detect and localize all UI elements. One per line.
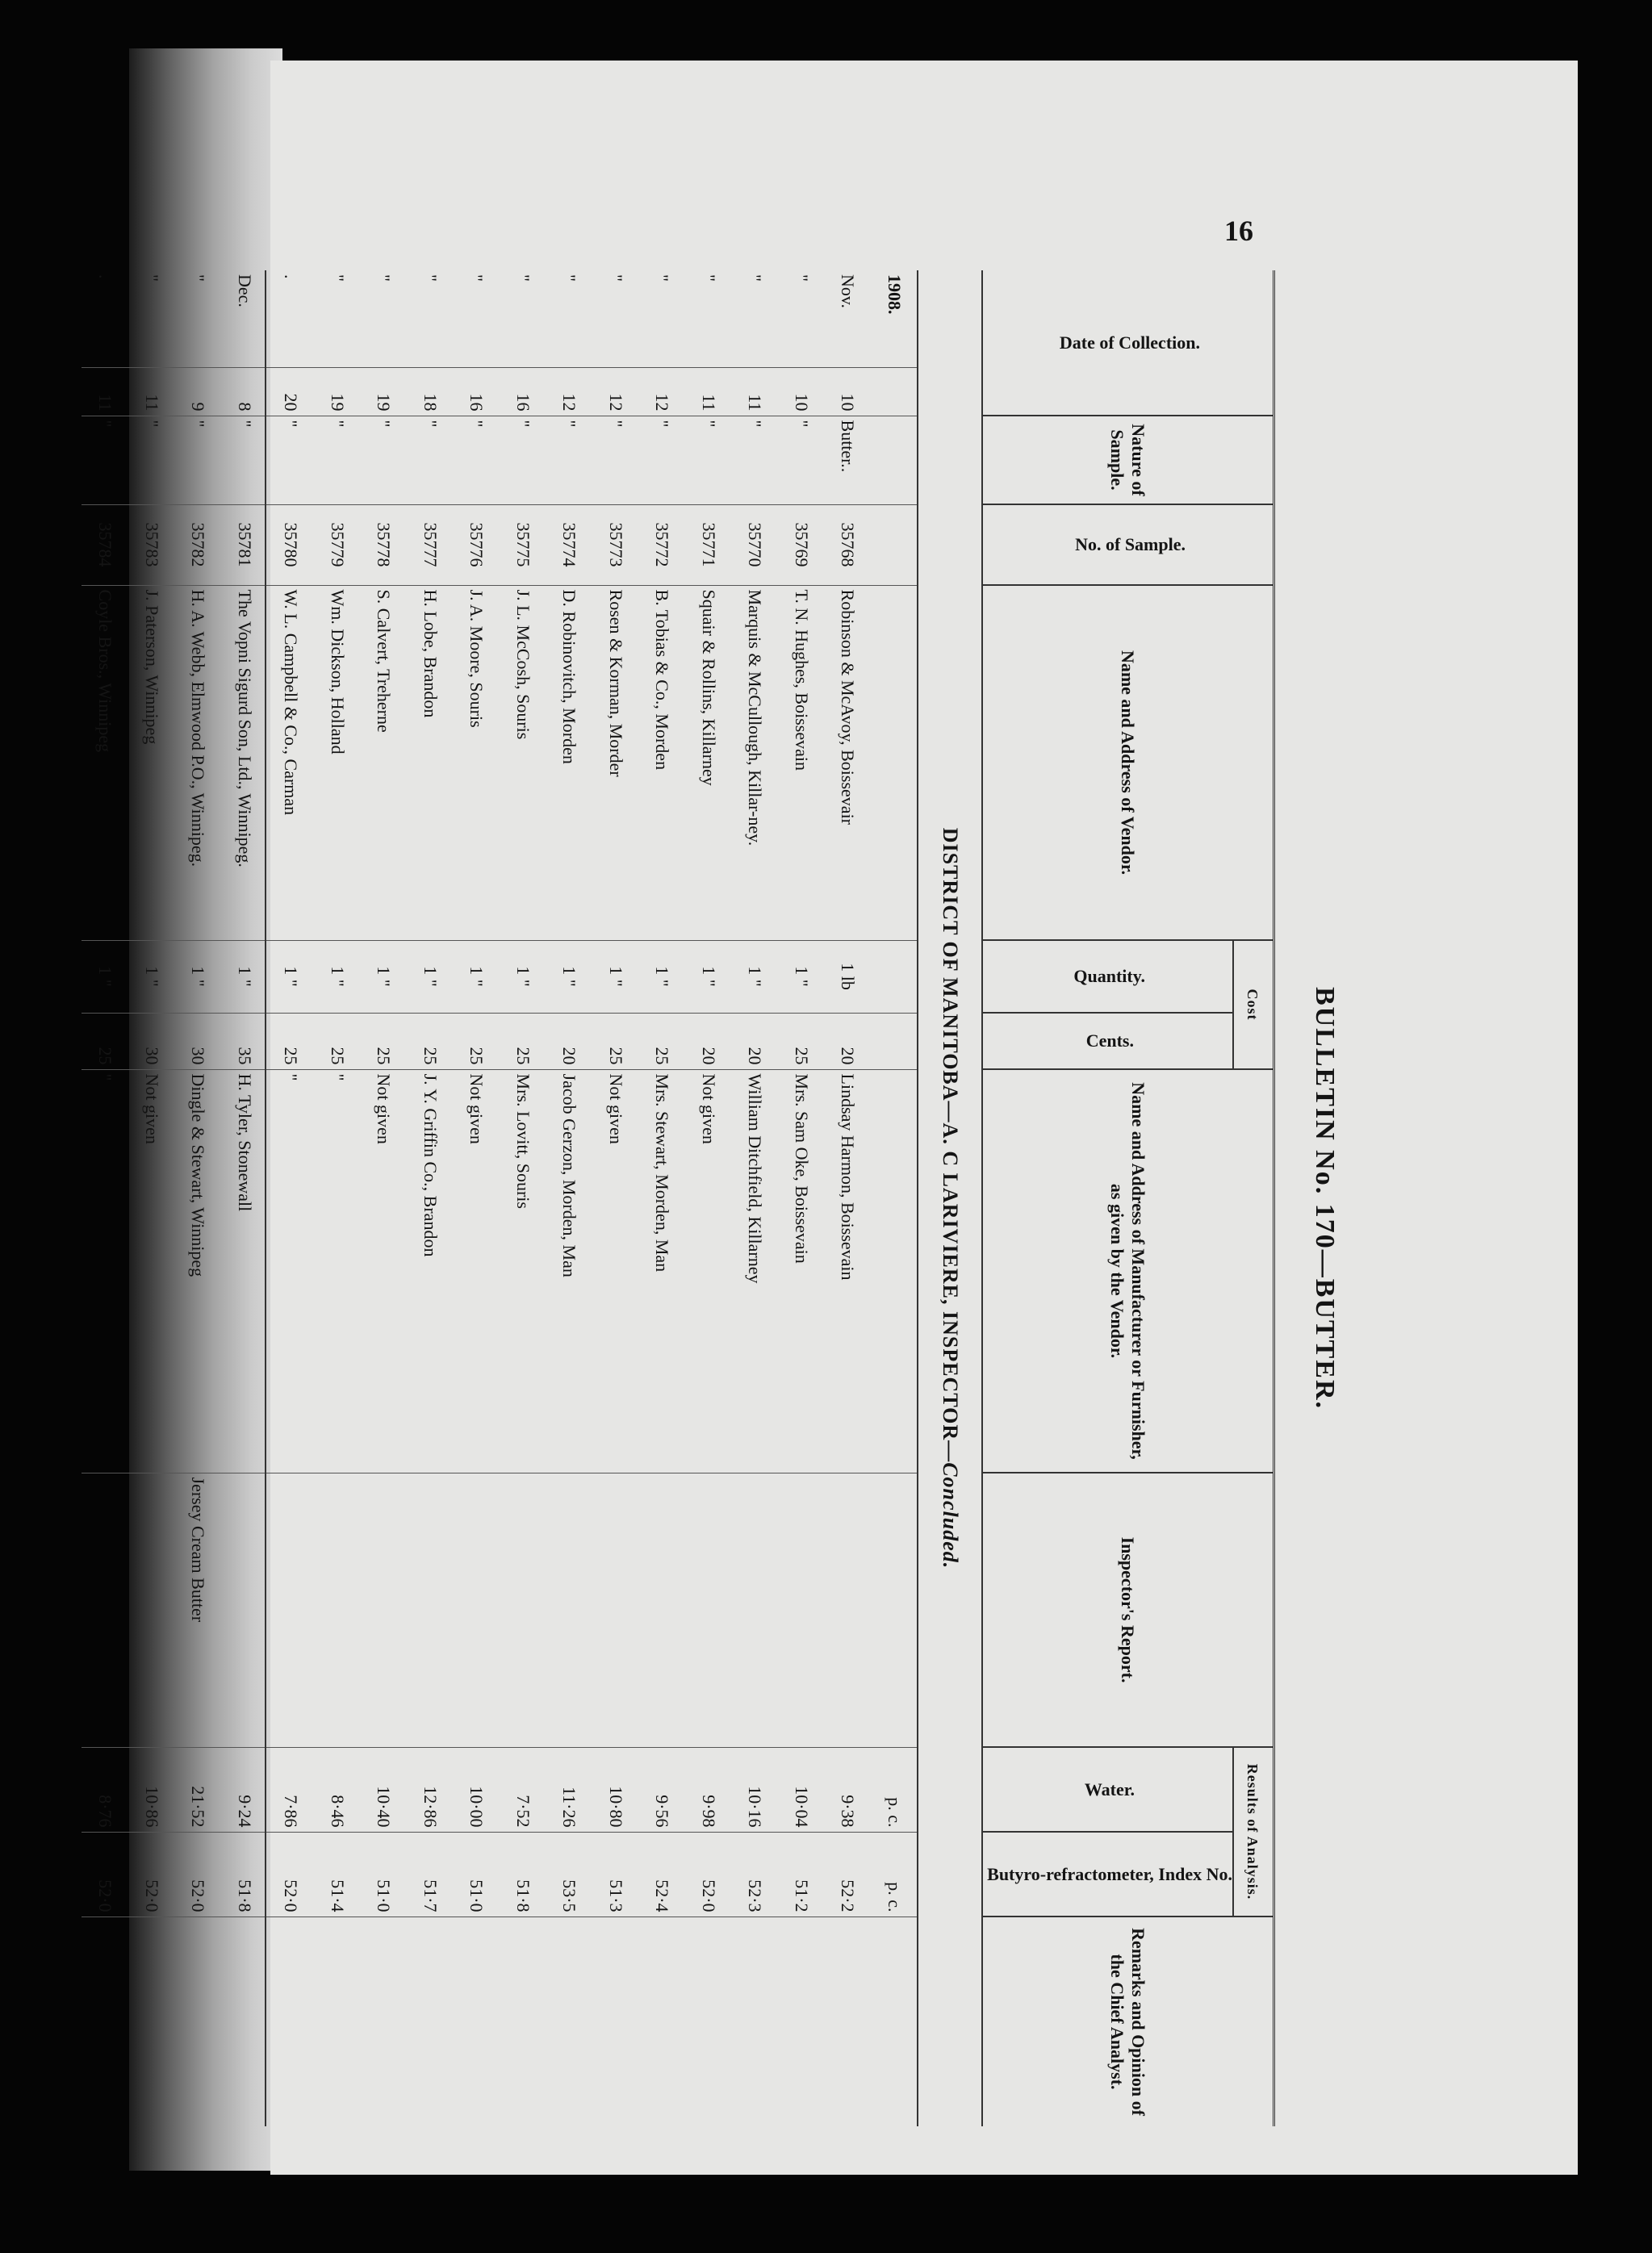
manufacturer-cell: J. Y. Griffin Co., Brandon [407,1069,454,1473]
sample-no-cell: 35777 [407,504,454,585]
sample-no-cell: 35779 [314,504,361,585]
remarks-cell [221,1917,268,2126]
butyro-index-cell: 51·8 [221,1832,268,1917]
cents-cell: 20 [731,1013,778,1069]
header-sample-no: No. of Sample. [982,504,1274,585]
water-cell: 9·38 [824,1747,871,1832]
cents-cell: 30 [174,1013,221,1069]
nature-cell: " [407,416,454,504]
inspector-report-cell [731,1473,778,1747]
nature-cell: " [314,416,361,504]
nature-cell: " [82,416,128,504]
table-row [360,270,407,2126]
vendor-cell: The Vopni Sigurd Son, Ltd., Winnipeg. [221,585,268,940]
manufacturer-cell: Not given [453,1069,500,1473]
sample-no-cell: 35773 [592,504,639,585]
manufacturer-cell: William Ditchfield, Killarney [731,1069,778,1473]
manufacturer-cell: Mrs. Lovitt, Souris [500,1069,546,1473]
manufacturer-cell: Not given [592,1069,639,1473]
cents-cell: 25 [592,1013,639,1069]
vendor-cell: J. Paterson, Winnipeg [128,585,175,940]
sample-no-cell: 35772 [638,504,685,585]
nature-cell: " [500,416,546,504]
cents-cell: 25 [500,1013,546,1069]
nature-cell: " [546,416,592,504]
inspector-report-cell [824,1473,871,1747]
butyro-index-cell: 52·0 [174,1832,221,1917]
date-month: " [605,274,626,282]
manufacturer-cell: Mrs. Sam Oke, Boissevain [778,1069,825,1473]
butyro-index-cell: 51·3 [592,1832,639,1917]
quantity-cell: 1 " [731,940,778,1013]
inspector-report-cell [407,1473,454,1747]
cents-cell: 25 [407,1013,454,1069]
water-cell: 10·04 [778,1747,825,1832]
inspector-report-cell [778,1473,825,1747]
date-month: " [327,274,348,282]
inspector-report-cell [685,1473,732,1747]
cents-cell: 20 [685,1013,732,1069]
sample-no-cell: 35771 [685,504,732,585]
vendor-cell: H. Lobe, Brandon [407,585,454,940]
district-heading: DISTRICT OF MANITOBA—A. C LARIVIERE, INSPECTOR—Concluded. [918,270,982,2126]
vendor-cell: J. L. McCosh, Souris [500,585,546,940]
butyro-index-cell: 53·5 [546,1832,592,1917]
remarks-cell [778,1917,825,2126]
date-month: " [466,274,487,282]
remarks-cell [267,1917,314,2126]
cents-cell: 35 [221,1013,268,1069]
date-month: " [559,274,580,282]
date-month: . [281,274,302,279]
table-row [221,270,268,2126]
quantity-cell: 1 " [128,940,175,1013]
table-row [82,270,128,2126]
inspector-report-cell: Jersey Cream Butter [174,1473,221,1747]
date-day: 10 [778,367,825,416]
inspector-report-cell [128,1473,175,1747]
date-month: . [95,274,116,279]
date-month: " [512,274,533,282]
manufacturer-cell: " [314,1069,361,1473]
quantity-cell: 1 " [500,940,546,1013]
remarks-cell [407,1917,454,2126]
nature-cell: " [638,416,685,504]
quantity-cell: 1 " [685,940,732,1013]
table-row [638,270,685,2126]
vendor-cell: Robinson & McAvoy, Boissevair [824,585,871,940]
butyro-index-cell: 51·7 [407,1832,454,1917]
date-day: 10 [824,367,871,416]
water-cell: 10·00 [453,1747,500,1832]
inspector-report-cell [546,1473,592,1747]
water-cell: 7·86 [267,1747,314,1832]
header-water: Water. [982,1747,1233,1832]
header-results: Results of Analysis. [1233,1747,1274,1917]
water-cell: 21·52 [174,1747,221,1832]
sample-no-cell: 35770 [731,504,778,585]
nature-cell: Butter.. [824,416,871,504]
header-cost: Cost [1233,940,1274,1069]
quantity-cell: 1 " [407,940,454,1013]
table-row [174,270,221,2126]
butyro-index-cell: 51·8 [500,1832,546,1917]
remarks-cell [82,1917,128,2126]
table-body [82,270,982,2126]
header-remarks: Remarks and Opinion of the Chief Analyst. [982,1917,1274,2126]
vendor-cell: Squair & Rollins, Killarney [685,585,732,940]
butter-samples-table [82,270,1275,2126]
date-day: 16 [453,367,500,416]
inspector-report-cell [82,1473,128,1747]
inspector-report-cell [314,1473,361,1747]
table-row [731,270,778,2126]
quantity-cell: 1 " [174,940,221,1013]
date-day: 11 [82,367,128,416]
butyro-index-cell: 52·0 [267,1832,314,1917]
date-month: " [745,274,766,282]
date-month: " [141,274,162,282]
quantity-cell: 1 " [638,940,685,1013]
sample-no-cell: 35783 [128,504,175,585]
date-day: 12 [592,367,639,416]
date-month: " [188,274,209,282]
header-manufacturer: Name and Address of Manufacturer or Furnisher, as given by the Vendor. [982,1069,1274,1473]
vendor-cell: Coyle Bros., Winnipeg [82,585,128,940]
header-nature: Nature of Sample. [982,416,1274,504]
remarks-cell [685,1917,732,2126]
cents-cell: 20 [824,1013,871,1069]
sample-no-cell: 35774 [546,504,592,585]
date-day: 9 [174,367,221,416]
quantity-cell: 1 " [221,940,268,1013]
cents-cell: 25 [778,1013,825,1069]
quantity-cell: 1 " [453,940,500,1013]
remarks-cell [453,1917,500,2126]
table-row [453,270,500,2126]
nature-cell: " [731,416,778,504]
nature-cell: " [128,416,175,504]
sample-no-cell: 35769 [778,504,825,585]
nature-cell: " [267,416,314,504]
inspector-report-cell [221,1473,268,1747]
table-row [267,270,314,2126]
date-day: 8 [221,367,268,416]
cents-cell: 30 [128,1013,175,1069]
remarks-cell [731,1917,778,2126]
manufacturer-cell: " [82,1069,128,1473]
quantity-cell: 1 " [314,940,361,1013]
rotated-table-block [95,270,1340,2126]
water-cell: 8·46 [314,1747,361,1832]
header-butyro-index: Butyro-refractometer, Index No. [982,1832,1233,1917]
table-row [407,270,454,2126]
water-cell: 10·80 [592,1747,639,1832]
vendor-cell: Rosen & Korman, Morder [592,585,639,940]
date-day: 19 [314,367,361,416]
date-day: 16 [500,367,546,416]
water-unit: p. c. [871,1747,918,1832]
date-day: 12 [638,367,685,416]
header-date: Date of Collection. [982,270,1274,416]
nature-cell: " [685,416,732,504]
date-day: 19 [360,367,407,416]
cents-cell: 25 [360,1013,407,1069]
quantity-cell: 1 " [592,940,639,1013]
butyro-index-cell: 52·0 [685,1832,732,1917]
inspector-report-cell [638,1473,685,1747]
bottom-rule [265,270,266,2126]
header-quantity: Quantity. [982,940,1233,1013]
table-row [685,270,732,2126]
table-row [778,270,825,2126]
water-cell: 12·86 [407,1747,454,1832]
water-cell: 10·86 [128,1747,175,1832]
water-cell: 9·98 [685,1747,732,1832]
date-day: 12 [546,367,592,416]
sample-no-cell: 35781 [221,504,268,585]
header-cents: Cents. [982,1013,1233,1069]
manufacturer-cell: H. Tyler, Stonewall [221,1069,268,1473]
butyro-index-cell: 51·2 [778,1832,825,1917]
table-row [824,270,871,2126]
quantity-cell: 1 lb [824,940,871,1013]
cents-cell: 25 [314,1013,361,1069]
cents-cell: 20 [546,1013,592,1069]
remarks-cell [592,1917,639,2126]
cents-cell: 25 [267,1013,314,1069]
vendor-cell: T. N. Hughes, Boissevain [778,585,825,940]
water-cell: 9·56 [638,1747,685,1832]
nature-cell: " [174,416,221,504]
cents-cell: 25 [82,1013,128,1069]
date-day: 11 [731,367,778,416]
header-vendor: Name and Address of Vendor. [982,585,1274,940]
cents-cell: 25 [453,1013,500,1069]
sample-no-cell: 35768 [824,504,871,585]
quantity-cell: 1 " [82,940,128,1013]
manufacturer-cell: Not given [128,1069,175,1473]
sample-no-cell: 35784 [82,504,128,585]
vendor-cell: W. L. Campbell & Co., Carman [267,585,314,940]
remarks-cell [638,1917,685,2126]
date-month: " [698,274,719,282]
vendor-cell: D. Robinovitch, Morden [546,585,592,940]
manufacturer-cell: " [267,1069,314,1473]
cents-cell: 25 [638,1013,685,1069]
remarks-cell [128,1917,175,2126]
water-cell: 10·16 [731,1747,778,1832]
butyro-unit: p. c. [871,1832,918,1917]
manufacturer-cell: Mrs. Stewart, Morden, Man [638,1069,685,1473]
header-inspector-report: Inspector's Report. [982,1473,1274,1747]
inspector-report-cell [592,1473,639,1747]
manufacturer-cell: Dingle & Stewart, Winnipeg [174,1069,221,1473]
date-day: 11 [685,367,732,416]
water-cell: 9·24 [221,1747,268,1832]
page-number: 16 [1224,215,1253,247]
remarks-cell [824,1917,871,2126]
remarks-cell [500,1917,546,2126]
date-month: " [374,274,395,282]
manufacturer-cell: Jacob Gerzon, Morden, Man [546,1069,592,1473]
date-day: 11 [128,367,175,416]
sample-no-cell: 35775 [500,504,546,585]
inspector-report-cell [267,1473,314,1747]
remarks-cell [174,1917,221,2126]
remarks-cell [360,1917,407,2126]
year-label: 1908. [884,274,905,315]
sample-no-cell: 35778 [360,504,407,585]
inspector-report-cell [453,1473,500,1747]
butyro-index-cell: 52·0 [82,1832,128,1917]
butyro-index-cell: 52·2 [824,1832,871,1917]
vendor-cell: H. A. Webb, Elmwood P.O., Winnipeg. [174,585,221,940]
manufacturer-cell: Not given [360,1069,407,1473]
nature-cell: " [221,416,268,504]
date-month: " [652,274,673,282]
water-cell: 7·52 [500,1747,546,1832]
nature-cell: " [360,416,407,504]
butyro-index-cell: 51·4 [314,1832,361,1917]
table-row [314,270,361,2126]
date-month: " [791,274,812,282]
butyro-index-cell: 51·0 [360,1832,407,1917]
table-row [546,270,592,2126]
butyro-index-cell: 52·4 [638,1832,685,1917]
sample-no-cell: 35782 [174,504,221,585]
inspector-report-cell [360,1473,407,1747]
quantity-cell: 1 " [267,940,314,1013]
date-month: " [420,274,441,282]
butyro-index-cell: 52·0 [128,1832,175,1917]
nature-cell: " [778,416,825,504]
nature-cell: " [592,416,639,504]
vendor-cell: S. Calvert, Treherne [360,585,407,940]
table-row [128,270,175,2126]
quantity-cell: 1 " [546,940,592,1013]
inspector-report-cell [500,1473,546,1747]
water-cell: 8·76 [82,1747,128,1832]
date-day: 20 [267,367,314,416]
water-cell: 10·40 [360,1747,407,1832]
table-header [982,270,1274,2126]
table-row [592,270,639,2126]
butyro-index-cell: 51·0 [453,1832,500,1917]
bulletin-title: BULLETIN No. 170—BUTTER. [1310,986,1340,1411]
sample-no-cell: 35780 [267,504,314,585]
water-cell: 11·26 [546,1747,592,1832]
remarks-cell [546,1917,592,2126]
manufacturer-cell: Not given [685,1069,732,1473]
nature-cell: " [453,416,500,504]
date-month: Dec. [234,274,255,307]
vendor-cell: B. Tobias & Co., Morden [638,585,685,940]
sample-no-cell: 35776 [453,504,500,585]
table-row [500,270,546,2126]
vendor-cell: J. A. Moore, Souris [453,585,500,940]
vendor-cell: Marquis & McCullough, Killar-ney. [731,585,778,940]
remarks-cell [314,1917,361,2126]
date-day: 18 [407,367,454,416]
date-month: Nov. [838,274,859,308]
quantity-cell: 1 " [778,940,825,1013]
vendor-cell: Wm. Dickson, Holland [314,585,361,940]
document-page [95,61,1578,2175]
quantity-cell: 1 " [360,940,407,1013]
butyro-index-cell: 52·3 [731,1832,778,1917]
manufacturer-cell: Lindsay Harmon, Boissevain [824,1069,871,1473]
